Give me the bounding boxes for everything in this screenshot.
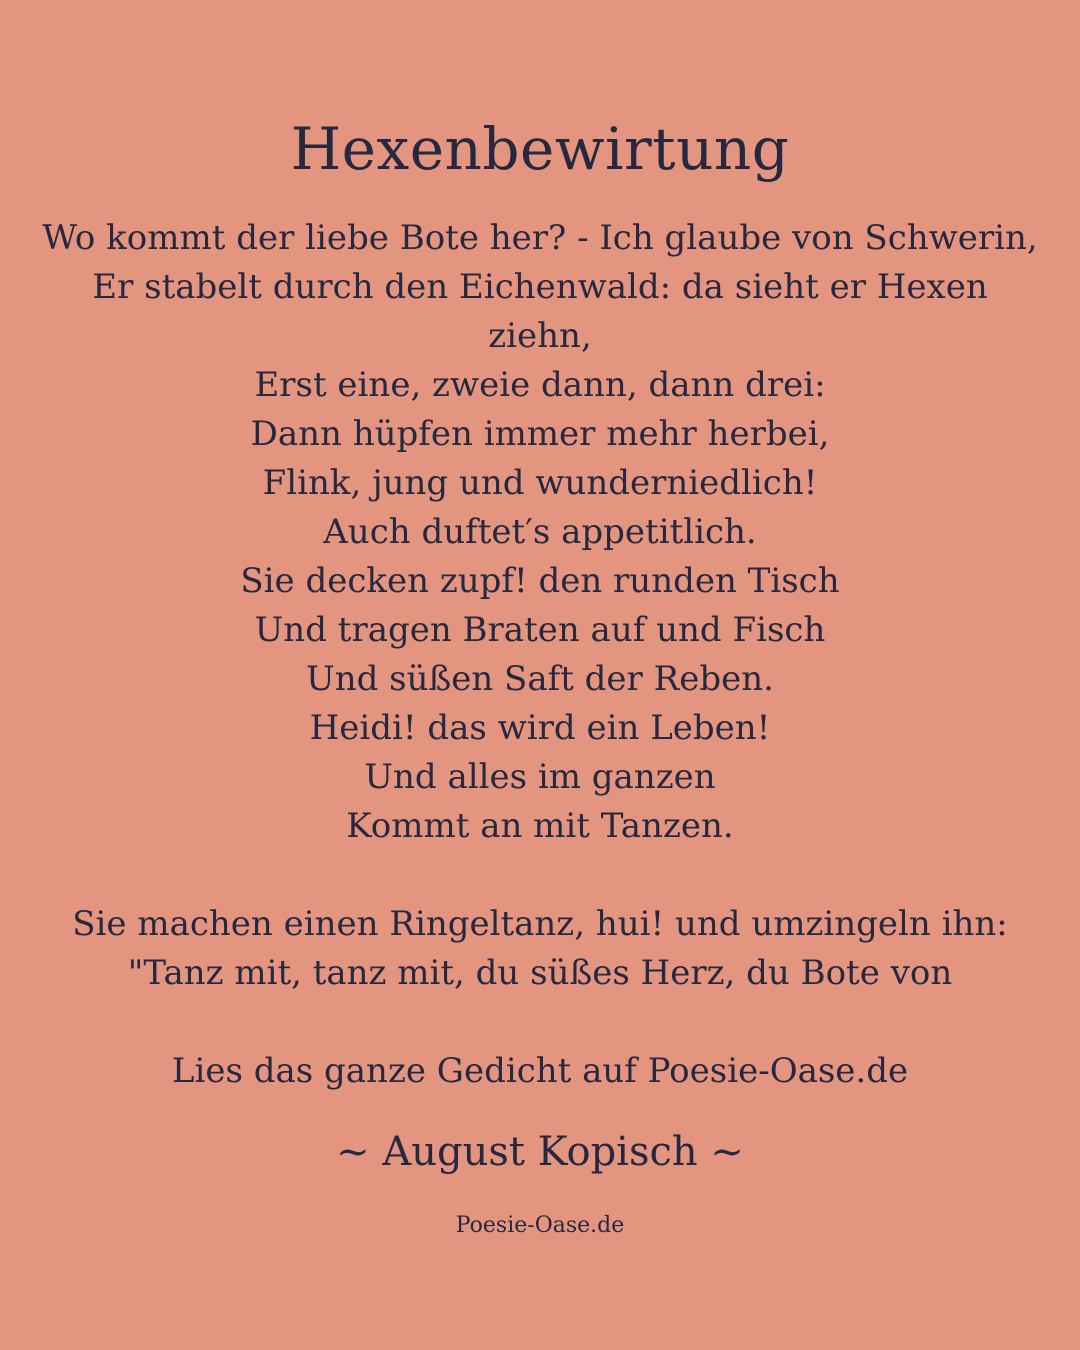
poem-line: Erst eine, zweie dann, dann drei: (254, 365, 826, 405)
poem-body (40, 214, 1040, 998)
read-full-poem-text: Lies das ganze Gedicht auf Poesie-Oase.de (171, 1051, 909, 1091)
poem-line: Heidi! das wird ein Leben! (309, 708, 771, 748)
poem-line: Und süßen Saft der Reben. (306, 659, 774, 699)
poem-line: Und alles im ganzen (364, 757, 716, 797)
poem-line: Dann hüpfen immer mehr herbei, (250, 414, 830, 454)
stanza-break (40, 851, 1040, 900)
poem-line: Flink, jung und wunderniedlich! (262, 463, 818, 503)
poem-line: Sie machen einen Ringeltanz, hui! und umzingeln ihn: (72, 904, 1008, 944)
poem-line: Er stabelt durch den Eichenwald: da sieht er Hexen (92, 267, 988, 307)
site-name: Poesie-Oase.de (455, 1213, 625, 1238)
poem-line: Sie decken zupf! den runden Tisch (240, 561, 840, 601)
poem-line: "Tanz mit, tanz mit, du süßes Herz, du Bote von (127, 953, 953, 993)
poem-title: Hexenbewirtung (290, 115, 790, 183)
poem-line: Auch duftet′s appetitlich. (323, 512, 757, 552)
poem-line: Und tragen Braten auf und Fisch (254, 610, 826, 650)
poem-line: Kommt an mit Tanzen. (346, 806, 734, 846)
poem-line: ziehn, (488, 316, 592, 356)
poem-author: ~ August Kopisch ~ (336, 1129, 744, 1175)
poem-line: Wo kommt der liebe Bote her? - Ich glaube von Schwerin, (42, 218, 1038, 258)
